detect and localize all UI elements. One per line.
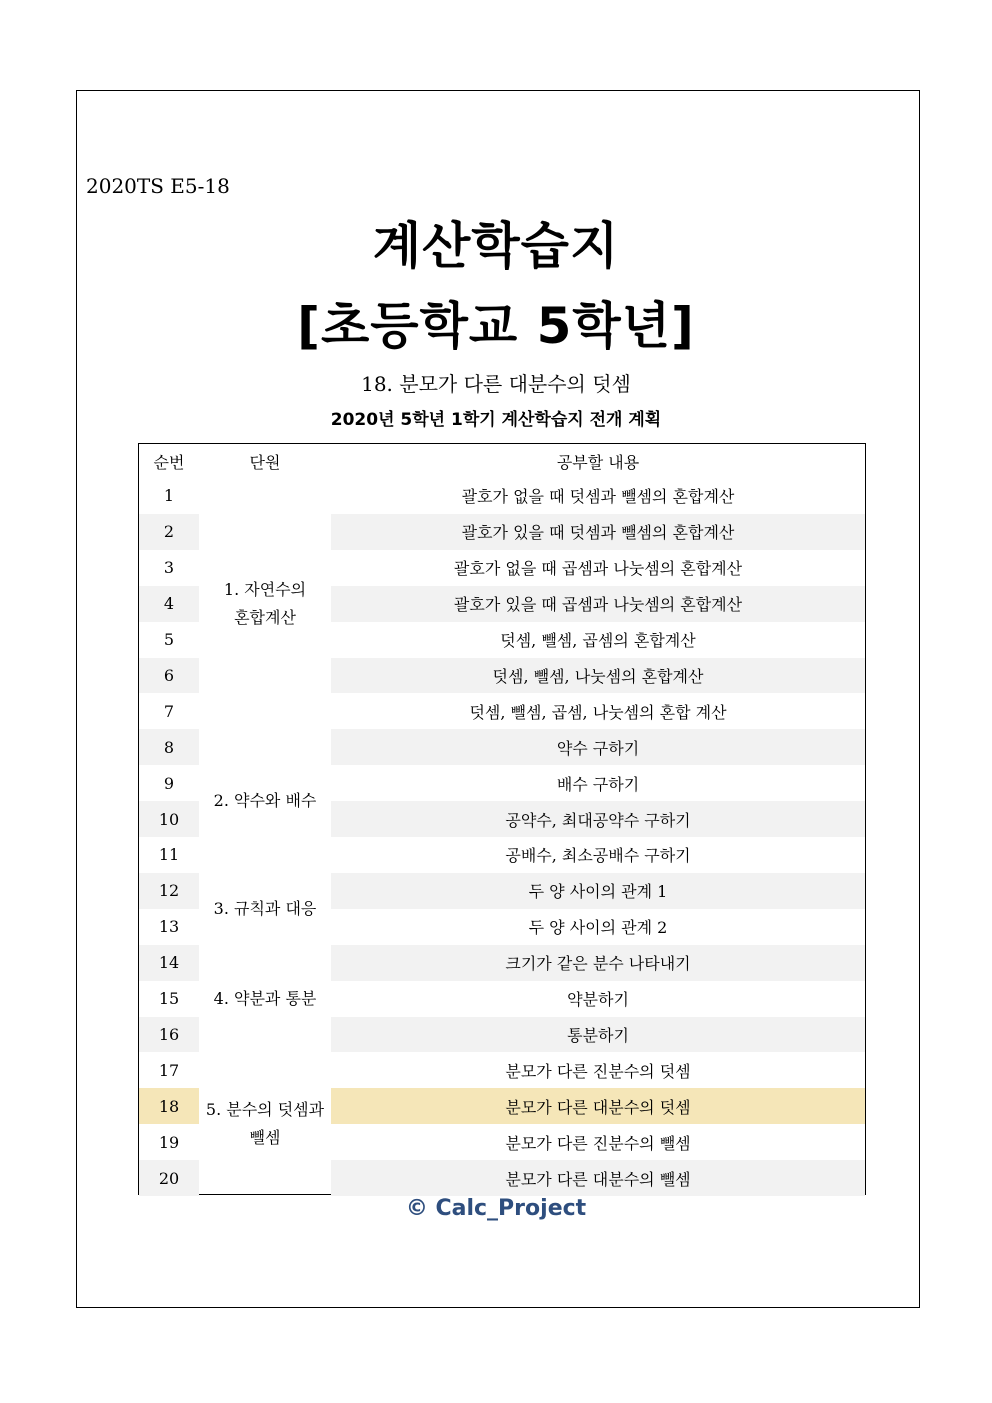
row-number: 18: [139, 1088, 199, 1124]
row-number: 1: [163, 486, 175, 506]
row-number: 11: [158, 845, 180, 865]
row-content: 덧셈, 뺄셈, 곱셈의 혼합계산: [500, 631, 696, 651]
unit-label-line2: 혼합계산: [234, 607, 296, 627]
row-content: 괄호가 없을 때 덧셈과 뺄셈의 혼합계산: [461, 487, 735, 507]
row-content: 괄호가 있을 때 곱셈과 나눗셈의 혼합계산: [331, 586, 865, 622]
row-number: 15: [158, 989, 180, 1009]
unit-label: 2. 약수와 배수: [213, 791, 317, 811]
unit-label: 1. 자연수의: [223, 579, 307, 599]
unit-label-line2: 뺄셈: [249, 1128, 281, 1148]
row-content: 약분하기: [567, 990, 629, 1010]
unit-cell: [199, 478, 331, 729]
row-number: 20: [139, 1160, 199, 1196]
row-number: 14: [139, 945, 199, 981]
row-content: 공배수, 최소공배수 구하기: [505, 846, 691, 866]
row-content: 덧셈, 뺄셈, 나눗셈의 혼합계산: [331, 658, 865, 694]
document-code: 2020TS E5-18: [86, 174, 230, 198]
row-content: 두 양 사이의 관계 1: [331, 873, 865, 909]
row-number: 16: [139, 1017, 199, 1053]
row-content: 괄호가 없을 때 곱셈과 나눗셈의 혼합계산: [453, 559, 743, 579]
row-content: 분모가 다른 대분수의 뺄셈: [331, 1160, 865, 1196]
main-subtitle: [초등학교 5학년]: [297, 297, 695, 355]
row-number: 9: [163, 773, 175, 793]
row-number: 12: [139, 873, 199, 909]
header-seq: 순번: [153, 452, 185, 472]
row-content: 약수 구하기: [331, 729, 865, 765]
row-number: 19: [158, 1132, 180, 1152]
unit-label: 4. 약분과 통분: [213, 988, 317, 1008]
unit-label: 3. 규칙과 대응: [213, 898, 317, 918]
row-number: 3: [163, 558, 175, 578]
unit-cell: [199, 945, 331, 1053]
row-number: 8: [139, 729, 199, 765]
row-content: 괄호가 있을 때 덧셈과 뺄셈의 혼합계산: [331, 514, 865, 550]
row-number: 7: [163, 701, 175, 721]
copyright: © Calc_Project: [405, 1196, 587, 1221]
row-content: 덧셈, 뺄셈, 곱셈, 나눗셈의 혼합 계산: [469, 702, 727, 722]
row-number: 17: [158, 1060, 180, 1080]
row-number: 2: [139, 514, 199, 550]
curriculum-table: [138, 443, 866, 1195]
row-content: 두 양 사이의 관계 2: [528, 918, 668, 938]
row-number: 5: [163, 630, 175, 650]
unit-cell: [199, 873, 331, 945]
row-content: 분모가 다른 대분수의 덧셈: [331, 1088, 865, 1124]
row-content: 분모가 다른 진분수의 뺄셈: [505, 1133, 691, 1153]
row-number: 10: [139, 801, 199, 837]
row-content: 공약수, 최대공약수 구하기: [331, 801, 865, 837]
header-content: 공부할 내용: [556, 452, 640, 472]
worksheet-topic: 18. 분모가 다른 대분수의 덧셈: [361, 372, 631, 396]
main-title: 계산학습지: [372, 217, 620, 275]
unit-cell: [199, 729, 331, 873]
row-content: 분모가 다른 진분수의 덧셈: [505, 1061, 691, 1081]
unit-label: 5. 분수의 덧셈과: [205, 1100, 325, 1120]
plan-title: 2020년 5학년 1학기 계산학습지 전개 계획: [330, 410, 662, 430]
row-content: 배수 구하기: [556, 774, 640, 794]
row-content: 통분하기: [331, 1017, 865, 1053]
row-number: 6: [139, 658, 199, 694]
row-number: 13: [158, 917, 180, 937]
unit-cell: [199, 1052, 331, 1196]
row-content: 크기가 같은 분수 나타내기: [331, 945, 865, 981]
row-number: 4: [139, 586, 199, 622]
header-unit: 단원: [249, 452, 281, 472]
